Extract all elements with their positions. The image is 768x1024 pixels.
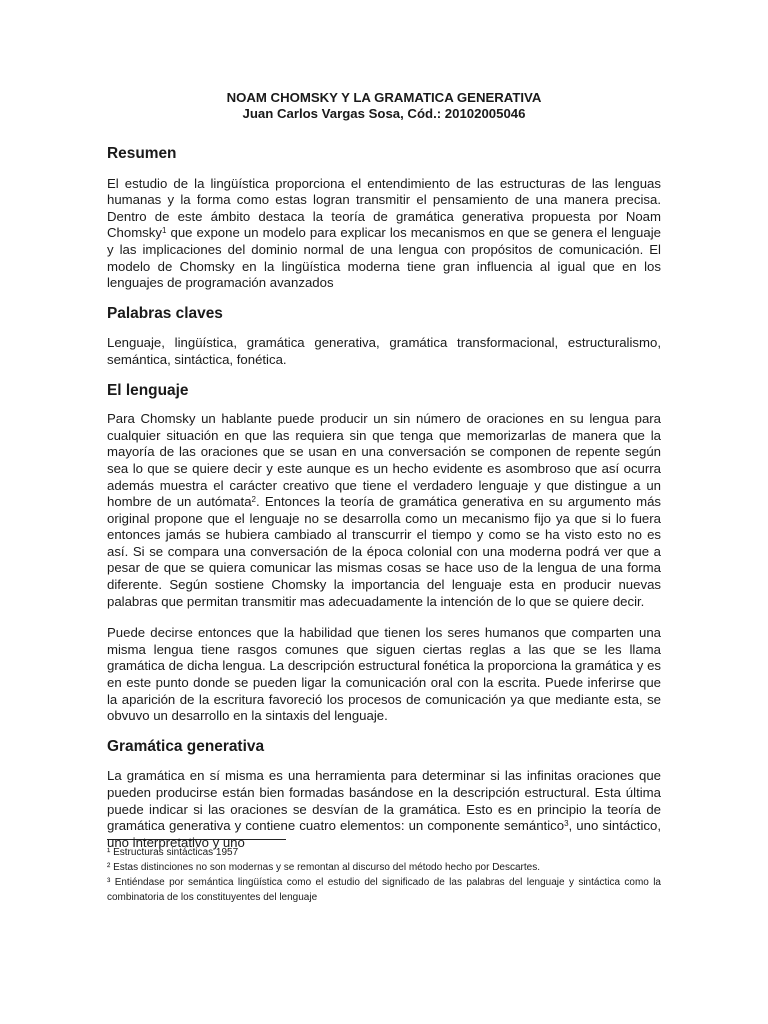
gramatica-text-b: , uno sintáctico, uno interpretativo y uno xyxy=(107,818,661,850)
lenguaje-p1-text-a: Para Chomsky un hablante puede producir un sin número de oraciones en su lengua para cualquier situación en que las requiera sin que tenga que memorizarlas de manera que la mayoría de las oraciones que se usan en una conversación se componen de repente según sea lo que se quiere decir y este aunque es un hecho evidente es asombroso que así ocurra además muestra el carácter creativo que tiene el verdadero lenguaje y que distingue a un hombre de un autómata xyxy=(107,411,661,510)
paragraph-resumen xyxy=(107,176,661,292)
document-author: Juan Carlos Vargas Sosa, Cód.: 20102005046 xyxy=(242,106,526,121)
resumen-text-a: El estudio de la lingüística proporciona el entendimiento de las estructuras de las lenguas humanas y la forma como estas logran transmitir el pensamiento de una manera precisa. Dentro de este ámbito destaca la teoría de gramática generativa propuesta por Noam Chomsky xyxy=(107,175,661,241)
paragraph-lenguaje-1 xyxy=(107,411,661,610)
footnote-ref-3: 3 xyxy=(564,819,569,829)
section-heading-el-lenguaje: El lenguaje xyxy=(107,381,189,399)
paragraph-lenguaje-2: Puede decirse entonces que la habilidad que tienen los seres humanos que comparten una misma lengua tiene rasgos comunes que siguen ciertas reglas a las que se les llama gramática de dicha lengua. La descripción estructural fonética la proporciona la gramática y es en este punto donde se pueden ligar la comunicación oral con la escrita. Puede inferirse que la aparición de la escritura favoreció los procesos de comunicación ya que mediante esta, se obvuvo un desarrollo en la sintaxis del lenguaje. xyxy=(107,625,661,724)
section-heading-gramatica-generativa: Gramática generativa xyxy=(107,737,265,755)
footnote-ref-2: 2 xyxy=(251,495,256,505)
footnote-separator xyxy=(107,839,286,840)
document-title: NOAM CHOMSKY Y LA GRAMATICA GENERATIVA xyxy=(226,90,542,105)
gramatica-text-a: La gramática en sí misma es una herramienta para determinar si las infinitas oraciones que pueden producirse están bien formadas basándose en la descripción estructural. Esta última puede indicar si las oraciones se desvían de la gramática. Esto es en principio la teoría de gramática generativa y contiene cuatro elementos: un componente semántico xyxy=(107,768,661,834)
document-body xyxy=(107,90,661,851)
section-heading-resumen: Resumen xyxy=(107,145,177,162)
footnote-ref-1: 1 xyxy=(161,226,167,236)
footnote-2: ² Estas distinciones no son modernas y se remontan al discurso del método hecho por Descartes. xyxy=(107,862,540,873)
resumen-text-b: que expone un modelo para explicar los mecanismos en que se genera el lenguaje y las implicaciones del dominio normal de una lengua con propósitos de comunicación. El modelo de Chomsky en la lingüística moderna tiene gran influencia al igual que en los lenguajes de programación avanzados xyxy=(107,225,661,291)
footnote-3: ³ Entiéndase por semántica lingüística como el estudio del significado de las palabras del lenguaje y sintáctica como la combinatoria de los constituyentes del lenguaje xyxy=(107,877,661,903)
paragraph-palabras-claves: Lenguaje, lingüística, gramática generativa, gramática transformacional, estructuralismo, semántica, sintáctica, fonética. xyxy=(107,335,661,367)
section-heading-palabras-claves: Palabras claves xyxy=(107,304,223,322)
footnote-1: ¹ Estructuras sintácticas 1957 xyxy=(107,847,239,858)
footnotes xyxy=(107,845,661,905)
lenguaje-p1-text-b: . Entonces la teoría de gramática generativa en su argumento más original propone que el lenguaje no se desarrolla como un mecanismo fijo ya que si lo fuera entonces jamás se hubiera cambiado al transcurrir el tiempo y como se ha visto esto no es así. Si se compara una conversación de la época colonial con una moderna podrá ver que a pesar de que se quiera comunicar las mismas cosas se hace uso de la lengua de una forma diferente. Según sostiene Chomsky la importancia del lenguaje esta en producir nuevas palabras que permitan transmitir mas adecuadamente la intención de lo que se quiere decir. xyxy=(107,494,662,609)
